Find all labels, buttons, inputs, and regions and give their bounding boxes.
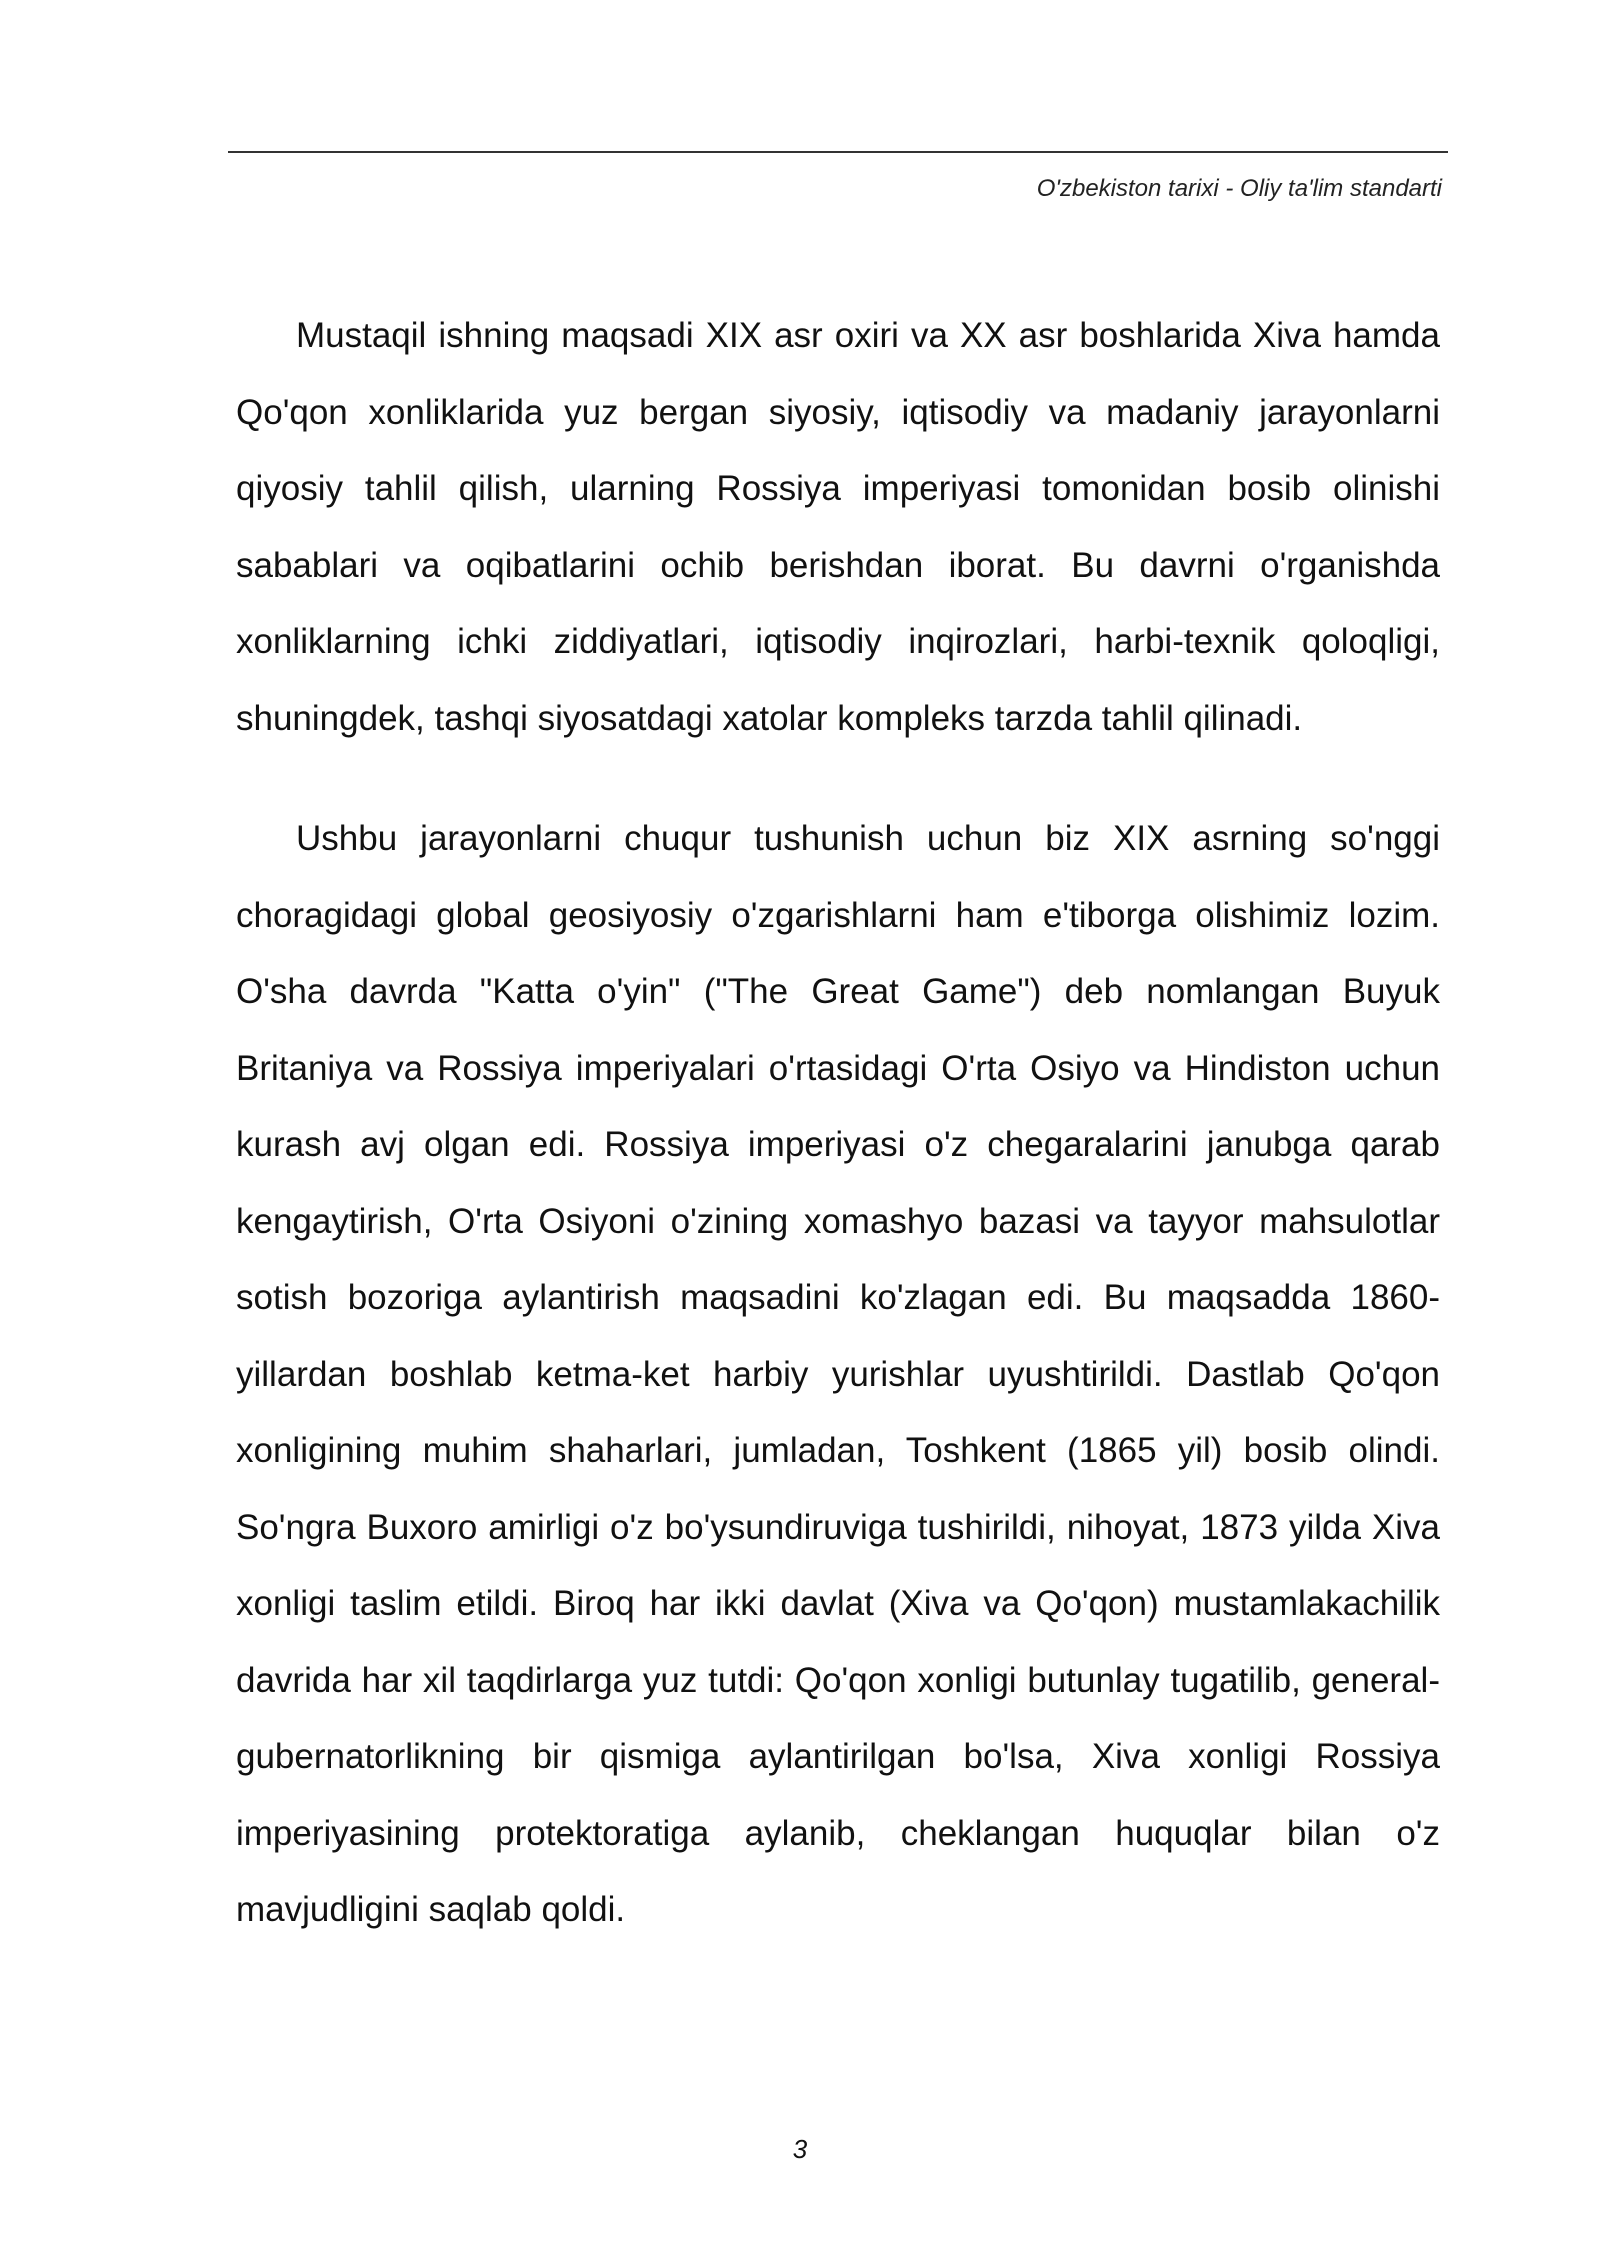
body-text bbox=[236, 298, 1440, 1949]
running-header-title: O'zbekiston tarixi - Oliy ta'lim standarti bbox=[1036, 175, 1442, 202]
paragraph-2: Ushbu jarayonlarni chuqur tushunish uchun biz XIX asrning so'nggi choragidagi global geosiyosiy o'zgarishlarni ham e'tiborga olishimiz lozim. O'sha davrda "Katta o'yin" ("The Great Game") deb nomlangan Buyuk Britaniya va Rossiya imperiyalari o'rtasidagi O'rta Osiyo va Hindiston uchun kurash avj olgan edi. Rossiya imperiyasi o'z chegaralarini janubga qarab kengaytirish, O'rta Osiyoni o'zining xomashyo bazasi va tayyor mahsulotlar sotish bozoriga aylantirish maqsadini ko'zlagan edi. Bu maqsadda 1860-yillardan boshlab ketma-ket harbiy yurishlar uyushtirildi. Dastlab Qo'qon xonligining muhim shaharlari, jumladan, Toshkent (1865 yil) bosib olindi. So'ngra Buxoro amirligi o'z bo'ysundiruviga tushirildi, nihoyat, 1873 yilda Xiva xonligi taslim etildi. Biroq har ikki davlat (Xiva va Qo'qon) mustamlakachilik davrida har xil taqdirlarga yuz tutdi: Qo'qon xonligi butunlay tugatilib, general-gubernatorlikning bir qismiga aylantirilgan bo'lsa, Xiva xonligi Rossiya imperiyasining protektoratiga aylanib, cheklangan huquqlar bilan o'z mavjudligini saqlab qoldi. bbox=[236, 819, 1440, 1929]
header-rule bbox=[228, 151, 1448, 153]
page-number: 3 bbox=[792, 2134, 808, 2164]
paragraph-1: Mustaqil ishning maqsadi XIX asr oxiri va XX asr boshlarida Xiva hamda Qo'qon xonliklarida yuz bergan siyosiy, iqtisodiy va madaniy jarayonlarni qiyosiy tahlil qilish, ularning Rossiya imperiyasi tomonidan bosib olinishi sabablari va oqibatlarini ochib berishdan iborat. Bu davrni o'rganishda xonliklarning ichki ziddiyatlari, iqtisodiy inqirozlari, harbi-texnik qoloqligi, shuningdek, tashqi siyosatdagi xatolar kompleks tarzda tahlil qilinadi. bbox=[236, 316, 1440, 738]
